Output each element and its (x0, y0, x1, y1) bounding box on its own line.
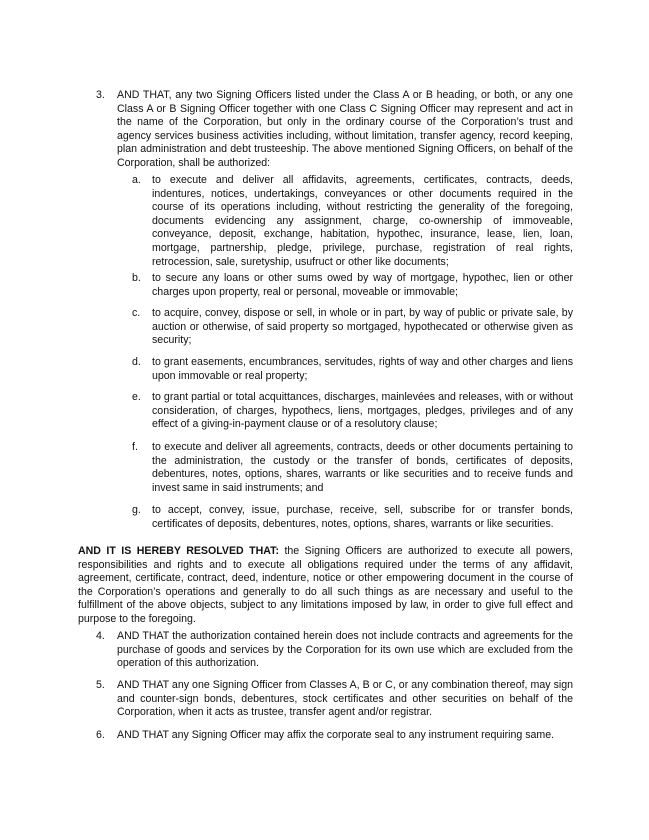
subitem-d-text: to grant easements, encumbrances, servitudes, rights of way and other charges and liens upon immovable or real property; (152, 356, 573, 382)
item-4-number: 4. (96, 630, 105, 642)
subitem-g-label: g. (132, 504, 141, 516)
subitem-a-label: a. (132, 174, 141, 186)
item-6-number: 6. (96, 729, 105, 741)
subitem-e-text: to grant partial or total acquittances, discharges, mainlevées and releases, with or without consideration, of charges, hypothecs, liens, mortgages, pledges, privileges and of any effect of a giving-in-payment clause or of a resolutory clause; (152, 391, 573, 431)
subitem-d-label: d. (132, 356, 141, 368)
subitem-c-label: c. (132, 307, 141, 319)
item-5-number: 5. (96, 679, 105, 691)
subitem-c-text: to acquire, convey, dispose or sell, in whole or in part, by way of public or private sale, by auction or otherwise, of said property so mortgaged, hypothecated or otherwise given as security; (152, 307, 573, 347)
subitem-f-label: f. (132, 441, 138, 453)
subitem-b-text: to secure any loans or other sums owed by way of mortgage, hypothec, lien or other charges upon property, real or personal, moveable or immovable; (152, 272, 573, 298)
subitem-a-text: to execute and deliver all affidavits, agreements, certificates, contracts, deeds, indentures, notices, undertakings, conveyances or other documents required in the course of its operations including, without restricting the generality of the foregoing, documents evidencing any assignment, charge, co-ownership of immoveable, conveyance, deposit, exchange, habitation, hypothec, insurance, lease, lien, loan, mortgage, partnership, pledge, privilege, purchase, registration of real rights, retrocession, sale, suretyship, usufruct or other like documents; (152, 174, 573, 268)
item-3-number: 3. (96, 89, 105, 101)
item-4-text: AND THAT the authorization contained herein does not include contracts and agreements for the purchase of goods and services by the Corporation for its own use which are excluded from the operation of this authorization. (117, 630, 573, 670)
item-6-text: AND THAT any Signing Officer may affix the corporate seal to any instrument requiring same. (117, 729, 555, 741)
subitem-g-text: to accept, convey, issue, purchase, receive, sell, subscribe for or transfer bonds, certificates of deposits, debentures, notes, options, shares, warrants or like securities. (152, 504, 573, 530)
resolved-paragraph (78, 545, 573, 627)
item-3-text: AND THAT, any two Signing Officers listed under the Class A or B heading, or both, or any one Class A or B Signing Officer together with one Class C Signing Officer may represent and act in the name of the Corporation, but only in the ordinary course of the Corporation’s trust and agency services business activities including, without limitation, transfer agency, record keeping, plan administration and debt trusteeship. The above mentioned Signing Officers, on behalf of the Corporation, shall be authorized: (117, 89, 573, 169)
resolved-text: the Signing Officers are authorized to execute all powers, responsibilities and rights and to execute all obligations required under the terms of any affidavit, agreement, certificate, contract, deed, indenture, notice or other empowering document in the course of the Corporation’s operations and generally to do all such things as are necessary and useful to the fulfillment of the above objects, subject to any limitations imposed by law, in order to give full effect and purpose to the foregoing. (78, 545, 573, 625)
item-5-text: AND THAT any one Signing Officer from Classes A, B or C, or any combination thereof, may sign and counter-sign bonds, debentures, stock certificates and other securities on behalf of the Corporation, when it acts as trustee, transfer agent and/or registrar. (117, 679, 573, 719)
subitem-f-text: to execute and deliver all agreements, contracts, deeds or other documents pertaining to the administration, the custody or the transfer of bonds, certificates of deposits, debentures, notes, options, shares, warrants or like securities and to receive funds and invest same in said instruments; and (152, 441, 573, 494)
subitem-b-label: b. (132, 272, 141, 284)
subitem-e-label: e. (132, 391, 141, 403)
resolved-lead: AND IT IS HEREBY RESOLVED THAT: (78, 545, 279, 557)
